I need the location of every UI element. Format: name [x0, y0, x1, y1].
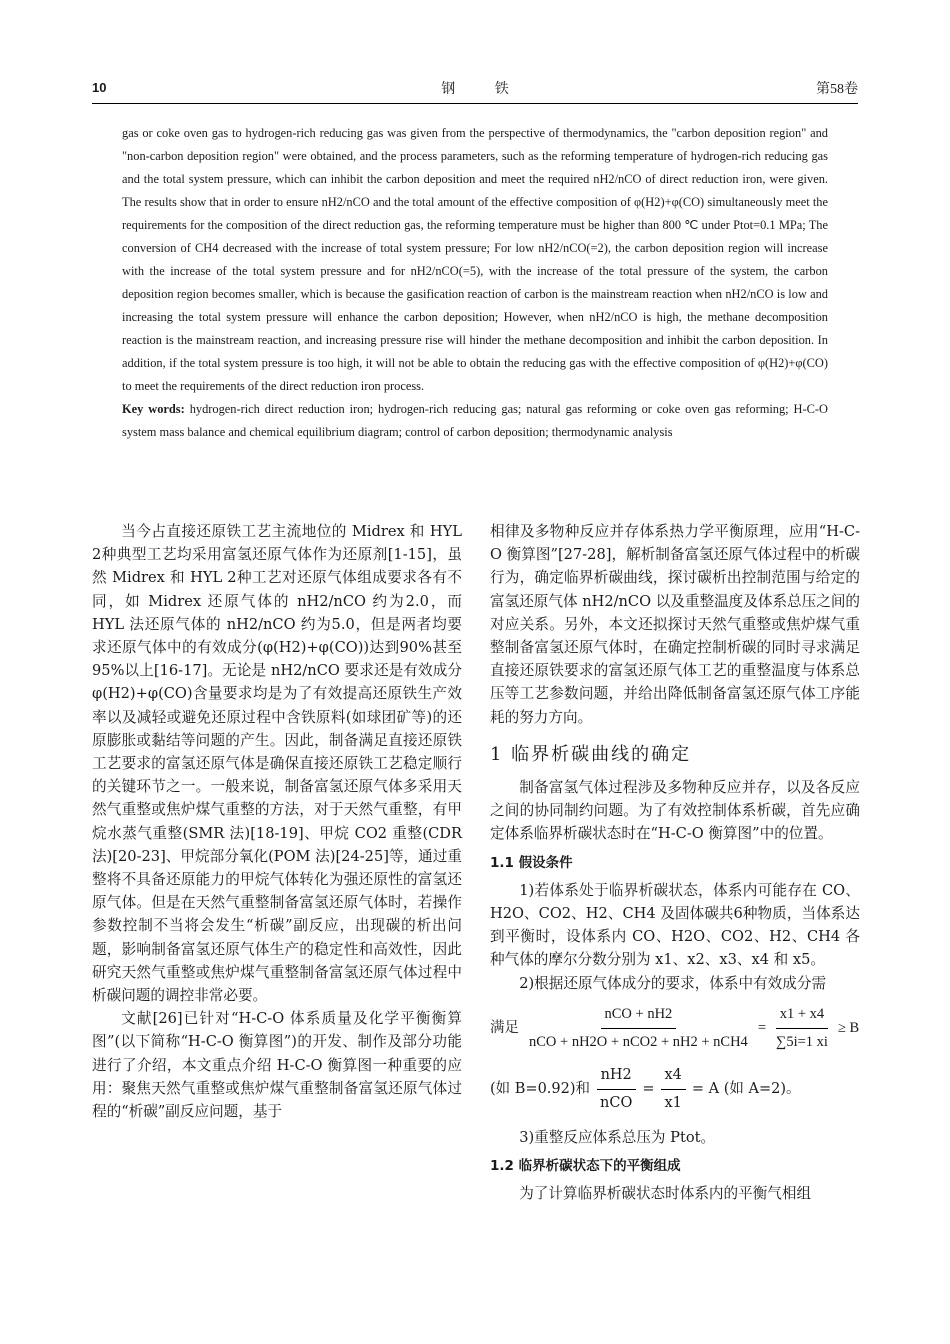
paragraph: 当今占直接还原铁工艺主流地位的 Midrex 和 HYL 2种典型工艺均采用富氢还原气体作为还原剂[1-15]，虽然 Midrex 和 HYL 2种工艺对还原气体组成要求各有不同，如 Midrex 还原气体的 nH2/nCO 约为2.0，而 HYL 法还原气体的 nH2/nCO 约为5.0，但是两者均要求还原气体中的有效成分(φ(H2)+φ(CO))达到90%甚至95%以上[16-17]。无论是 nH2/nCO 要求还是有效成分 φ(H2)+φ(CO)含量要求均是为了有效提高还原铁生产效率以及减轻或避免还原过程中含铁原料(如球团矿等)的还原膨胀或黏结等问题的产生。因此，制备满足直接还原铁工艺要求的富氢还原气体是确保直接还原铁工艺稳定顺行的关键环节之一。一般来说，制备富氢还原气体多采用天然气重整或焦炉煤气重整的方法，对于天然气重整，有甲烷水蒸气重整(SMR 法)[18-19]、甲烷 CO2 重整(CDR 法)[20-23]、甲烷部分氧化(POM 法)[24-25]等，通过重整将不具备还原能力的甲烷气体转化为强还原性的富氢还原气体。但是在天然气重整制备富氢还原气体时，若操作参数控制不当将会发生“析碳”副反应，出现碳的析出问题，影响制备富氢还原气体生产的稳定性和高效性，因此研究天然气重整或焦炉煤气重整制备富氢还原气体过程中析碳问题的调控非常必要。 — [92, 523, 462, 1005]
eq2-prefix: (如 B=0.92)和 — [490, 1081, 591, 1098]
eq2-denominator: nCO — [600, 1095, 633, 1112]
eq1-numerator-2: x1 + x4 — [776, 1003, 828, 1029]
eq2-numerator-2: x4 — [661, 1064, 686, 1090]
eq2-equals: = — [642, 1081, 655, 1098]
paragraph: 1)若体系处于临界析碳状态，体系内可能存在 CO、H2O、CO2、H2、CH4 及固体碳共6种物质，当体系达到平衡时，设体系内 CO、H2O、CO2、H2、CH4 各种气体的摩尔分数分别为 x1、x2、x3、x4 和 x5。 — [490, 881, 860, 969]
eq1-denominator: nCO + nH2O + nCO2 + nH2 + nCH4 — [529, 1034, 748, 1051]
fraction — [525, 1003, 752, 1054]
right-column — [490, 520, 860, 1205]
keywords-label: Key words: — [122, 402, 185, 416]
paragraph: 制备富氢气体过程涉及多物种反应并存，以及各反应之间的协同制约问题。为了有效控制体系析碳，首先应确定体系临界析碳状态时在“H-C-O 衡算图”中的位置。 — [490, 779, 860, 843]
paragraph: 相律及多物种反应并存体系热力学平衡原理，应用“H-C-O 衡算图”[27-28]，解析制备富氢还原气体过程中的析碳行为，确定临界析碳曲线，探讨碳析出控制范围与给定的富氢还原气体 nH2/nCO 以及重整温度及体系总压之间的对应关系。另外，本文还拟探讨天然气重整或焦炉煤气重整制备富氢还原气体时，在确定控制析碳的同时寻求满足直接还原铁要求的富氢还原气体工艺的重整温度与体系总压等工艺参数问题，并给出降低制备富氢还原气体工序能耗的努力方向。 — [490, 523, 861, 726]
equation-2 — [490, 1064, 860, 1115]
english-abstract — [122, 122, 828, 444]
page-number: 10 — [92, 80, 107, 95]
keywords-text: hydrogen-rich direct reduction iron; hydrogen-rich reducing gas; natural gas reforming or coke oven gas reforming; H-C-O system mass balance and chemical equilibrium diagram; control of carbon deposition; thermodynamic analysis — [122, 402, 828, 439]
eq1-equals: = — [757, 1019, 766, 1036]
left-column — [92, 520, 462, 1123]
section-heading: 1 临界析碳曲线的确定 — [490, 743, 692, 765]
eq1-numerator: nCO + nH2 — [601, 1003, 677, 1029]
paragraph: 文献[26]已针对“H-C-O 体系质量及化学平衡衡算图”(以下简称“H-C-O 衡算图”)的开发、制作及部分功能进行了介绍，本文重点介绍 H-C-O 衡算图一种重要的应用：聚焦天然气重整或焦炉煤气重整制备富氢还原气体过程的“析碳”副反应问题，基于 — [92, 1010, 462, 1121]
eq2-denominator-2: x1 — [664, 1095, 682, 1112]
header-rule — [92, 103, 858, 104]
eq1-suffix: ≥ B — [837, 1019, 860, 1036]
eq2-suffix: = A (如 A=2)。 — [691, 1081, 801, 1098]
journal-name: 钢 铁 — [441, 82, 527, 97]
eq1-prefix: 满足 — [490, 1019, 519, 1036]
abstract-body: gas or coke oven gas to hydrogen-rich reducing gas was given from the perspective of thermodynamics, the "carbon deposition region" and "non-carbon deposition region" were obtained, and the process parameters, such as the reforming temperature of hydrogen-rich reducing gas and the total system pressure, which can inhibit the carbon deposition and meet the required nH2/nCO of direct reduction iron, were given. The results show that in order to ensure nH2/nCO and the total amount of the effective composition of φ(H2)+φ(CO) simultaneously meet the requirements for the composition of the direct reduction gas, the reforming temperature must be higher than 800 ℃ under Ptot=0.1 MPa; The conversion of CH4 decreased with the increase of total system pressure; For low nH2/nCO(=2), the carbon deposition region will increase with the increase of the total system pressure and for nH2/nCO(=5), with the increase of the total pressure of the system, the carbon deposition region becomes smaller, which is because the gasification reaction of carbon is the mainstream reaction when nH2/nCO is low and increasing the total system pressure will enhance the carbon deposition; However, when nH2/nCO is high, the methane decomposition reaction is the mainstream reaction, and increasing pressure rise will hinder the methane decomposition and inhibit the carbon deposition. In addition, if the total system pressure is too high, it will not be able to obtain the reducing gas with the effective composition of φ(H2)+φ(CO) to meet the requirements of the direct reduction iron process. — [122, 126, 828, 393]
subsection-heading: 1.1 假设条件 — [490, 854, 573, 871]
fraction — [772, 1003, 832, 1054]
eq1-denominator-2: ∑5i=1 xi — [776, 1034, 828, 1051]
paragraph: 为了计算临界析碳状态时体系内的平衡气相组 — [519, 1185, 812, 1203]
page-header — [92, 78, 858, 102]
paragraph: 3)重整反应体系总压为 Ptot。 — [519, 1128, 716, 1146]
eq2-numerator: nH2 — [597, 1064, 636, 1090]
equation-1 — [490, 1003, 860, 1054]
paragraph: 2)根据还原气体成分的要求，体系中有效成分需 — [519, 974, 827, 992]
subsection-heading: 1.2 临界析碳状态下的平衡组成 — [490, 1157, 681, 1174]
fraction — [661, 1064, 686, 1115]
volume-label: 第58卷 — [816, 82, 858, 97]
keywords-line — [122, 398, 828, 444]
fraction — [596, 1064, 636, 1115]
